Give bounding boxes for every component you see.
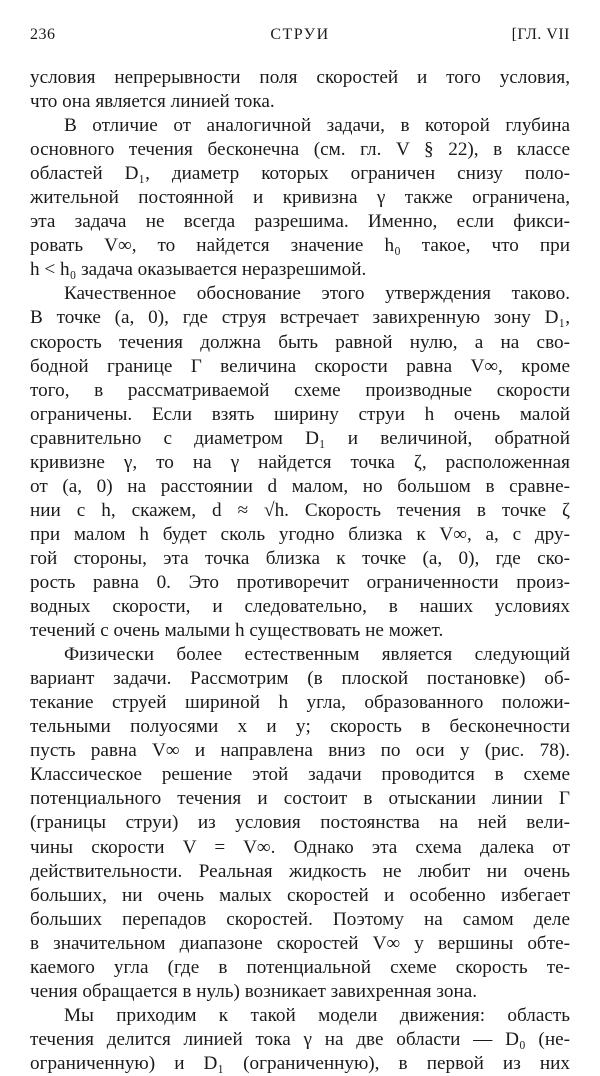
text-line: рость равна 0. Это противоречит ограниченности произ-	[30, 571, 570, 593]
text-line: чения обращается в нуль) возникает завихренная зона.	[30, 980, 478, 1002]
text-line: скорость течения должна быть равной нулю, а на сво-	[30, 331, 570, 353]
text-line: Классическое решение этой задачи проводится в схеме	[30, 764, 570, 786]
text-line: нии с h, скажем, d ≈ √h. Скорость течения в точке ζ	[30, 499, 570, 521]
text-line: каемого угла (где в потенциальной схеме скорость те-	[30, 956, 570, 978]
text-line: тельными полуосями x и y; скорость в бесконечности	[30, 716, 570, 738]
text-line: текание струей шириной h угла, образованного положи-	[30, 692, 570, 714]
text-line: условия непрерывности поля скоростей и того условия,	[30, 67, 570, 88]
text-line: ровать V∞, то найдется значение h₀ такое, что при	[30, 235, 570, 257]
text-line: потенциального течения и состоит в отыскании линии Γ	[30, 788, 570, 810]
text-line: Физически более естественным является следующий	[64, 644, 570, 666]
text-line: ограничены. Если взять ширину струи h очень малой	[30, 403, 570, 425]
text-line: эта задача не всегда разрешима. Именно, если фикси-	[30, 211, 570, 233]
text-line: Качественное обоснование этого утверждения таково.	[64, 283, 570, 305]
text-line: сравнительно с диаметром D₁ и величиной, обратной	[30, 427, 570, 449]
text-line: течений с очень малыми h существовать не может.	[30, 620, 444, 642]
body-text	[30, 66, 570, 1076]
text-line: при малом h будет сколь угодно близка к V∞, а, с дру-	[30, 523, 570, 545]
text-line: гой стороны, эта точка близка к точке (a, 0), где ско-	[30, 547, 570, 569]
chapter-reference: [ГЛ. VII	[511, 26, 570, 43]
text-line: от (a, 0) на расстоянии d малом, но большом в сравне-	[30, 475, 570, 497]
text-line: областей D₁, диаметр которых ограничен снизу поло-	[30, 163, 570, 185]
text-line: в значительном диапазоне скоростей V∞ у вершины обте-	[30, 932, 570, 954]
text-line: того, в рассматриваемой схеме производные скорости	[30, 379, 570, 401]
running-head	[30, 26, 570, 48]
text-line: ограниченную) и D₁ (ограниченную), в первой из них	[30, 1052, 570, 1074]
text-line: бодной границе Γ величина скорости равна V∞, кроме	[30, 355, 570, 377]
text-line: Мы приходим к такой модели движения: область	[64, 1004, 570, 1026]
text-line: жительной постоянной и кривизна γ также ограничена,	[30, 187, 570, 209]
text-line: больших, ни очень малых скоростей и особенно избегает	[30, 884, 570, 906]
text-line: действительности. Реальная жидкость не любит ни очень	[30, 860, 570, 882]
text-line: основного течения бесконечна (см. гл. V § 22), в классе	[30, 139, 570, 161]
running-title: СТРУИ	[270, 26, 330, 43]
text-line: чины скорости V = V∞. Однако эта схема далека от	[30, 836, 570, 858]
text-line: В отличие от аналогичной задачи, в которой глубина	[64, 115, 570, 137]
text-line: пусть равна V∞ и направлена вниз по оси y (рис. 78).	[30, 740, 570, 762]
text-line: что она является линией тока.	[30, 91, 275, 113]
text-line: В точке (a, 0), где струя встречает завихренную зону D₁,	[30, 307, 570, 329]
text-line: водных скорости, и следовательно, в наших условиях	[30, 596, 570, 618]
text-line: вариант задачи. Рассмотрим (в плоской постановке) об-	[30, 668, 570, 690]
text-line: течения делится линией тока γ на две области — D₀ (не-	[30, 1028, 570, 1050]
text-line: h < h₀ задача оказывается неразрешимой.	[30, 259, 367, 281]
text-line: кривизне γ, то на γ найдется точка ζ, расположенная	[30, 451, 570, 473]
text-line: (границы струи) из условия постоянства на ней вели-	[30, 812, 570, 834]
text-line: больших перепадов скоростей. Поэтому на самом деле	[30, 908, 570, 930]
page-number: 236	[30, 26, 56, 43]
